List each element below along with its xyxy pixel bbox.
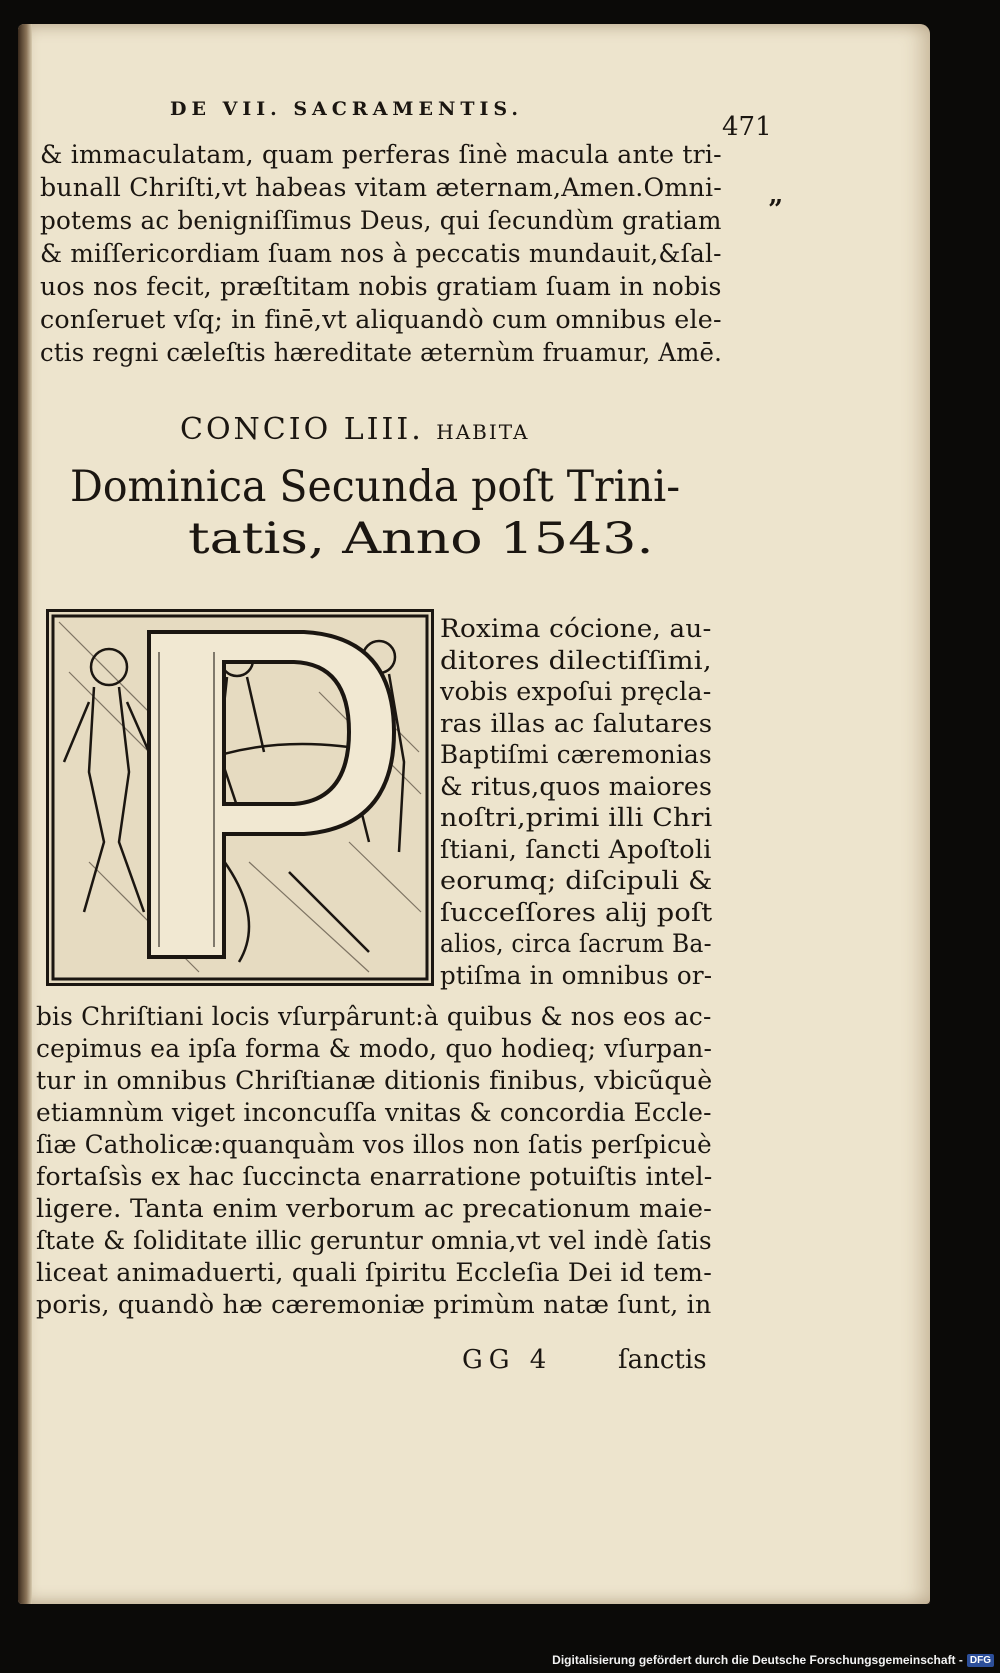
signature-mark: GG 4 [462, 1345, 553, 1375]
text-line: ligere. Tanta enim verborum ac precationum maie- [36, 1194, 713, 1223]
text-line: & ritus,quos maiores [440, 771, 713, 801]
text-line: Roxima cócione, au- [440, 614, 712, 643]
page-gutter-edge [18, 24, 32, 1604]
decorated-initial-woodcut [46, 609, 434, 986]
text-line: ptiſma in omnibus or- [440, 960, 713, 990]
text-line: etiamnùm viget inconcuſſa vnitas & concordia Eccle- [36, 1098, 712, 1127]
margin-quote-mark: ” [768, 195, 783, 225]
text-line: ſiæ Catholicæ:quanquàm vos illos non ſatis perſpicuè [36, 1130, 712, 1159]
title-line: tatis, Anno 1543. [188, 514, 654, 564]
text-line: bis Chriſtiani locis vſurpârunt:à quibus & nos eos ac- [36, 1002, 712, 1031]
text-line: eorumq; diſcipuli & [440, 866, 713, 895]
title-line: Dominica Secunda poſt Trini- [70, 462, 681, 512]
running-head: DE VII. SACRAMENTIS. [170, 98, 524, 120]
text-line: tur in omnibus Chriſtianæ ditionis finibus, vbicũquè [36, 1066, 713, 1095]
sermon-heading [180, 412, 529, 447]
text-line: fortaſsìs ex hac ſuccincta enarratione potuiſtis intel- [36, 1162, 713, 1191]
text-line: bunall Chriſti,vt habeas vitam æternam,Amen.Omni- [40, 173, 722, 202]
sermon-habita: HABITA [436, 420, 530, 444]
digitization-credit [552, 1653, 994, 1667]
text-line: liceat animaduerti, quali ſpiritu Eccleſia Dei id tem- [36, 1258, 712, 1287]
text-line: ditores dilectiſſimi, [440, 645, 712, 675]
text-line: ras illas ac ſalutares [440, 708, 713, 738]
text-line: poris, quandò hæ cæremoniæ primùm natæ ſunt, in [36, 1290, 712, 1319]
catchword: ſanctis [618, 1345, 707, 1375]
text-line: Baptiſmi cæremonias [440, 740, 712, 769]
text-line: potems ac benigniſſimus Deus, qui ſecundùm gratiam [40, 206, 722, 235]
text-line: vobis expoſui pręcla- [440, 677, 712, 706]
credit-text: Digitalisierung gefördert durch die Deutsche Forschungsgemeinschaft - [552, 1653, 963, 1667]
text-line: noſtri,primi illi Chri [440, 803, 713, 832]
text-line: ctis regni cæleſtis hæreditate æternùm fruamur, Amē. [40, 338, 723, 367]
sermon-number: CONCIO LIII. [180, 412, 424, 447]
text-line: cepimus ea ipſa forma & modo, quo hodieq; vſurpan- [36, 1034, 713, 1063]
text-line: ſucceſſores alij poſt [440, 897, 713, 927]
text-line: & miſſericordiam ſuam nos à peccatis mundauit,&ſal- [40, 239, 722, 268]
text-line: ſtate & ſoliditate illic geruntur omnia,vt vel indè ſatis [36, 1226, 712, 1255]
dfg-logo: DFG [967, 1654, 994, 1667]
text-line: uos nos fecit, præſtitam nobis gratiam ſuam in nobis [40, 272, 722, 301]
text-line: ſtiani, ſancti Apoſtoli [440, 834, 712, 864]
text-line: alios, circa ſacrum Ba- [440, 929, 712, 958]
text-line: conſeruet vſq; in finē,vt aliquandò cum omnibus ele- [40, 305, 722, 334]
page-number: 471 [722, 112, 772, 142]
text-line: & immaculatam, quam perferas ſinè macula ante tri- [40, 140, 722, 169]
